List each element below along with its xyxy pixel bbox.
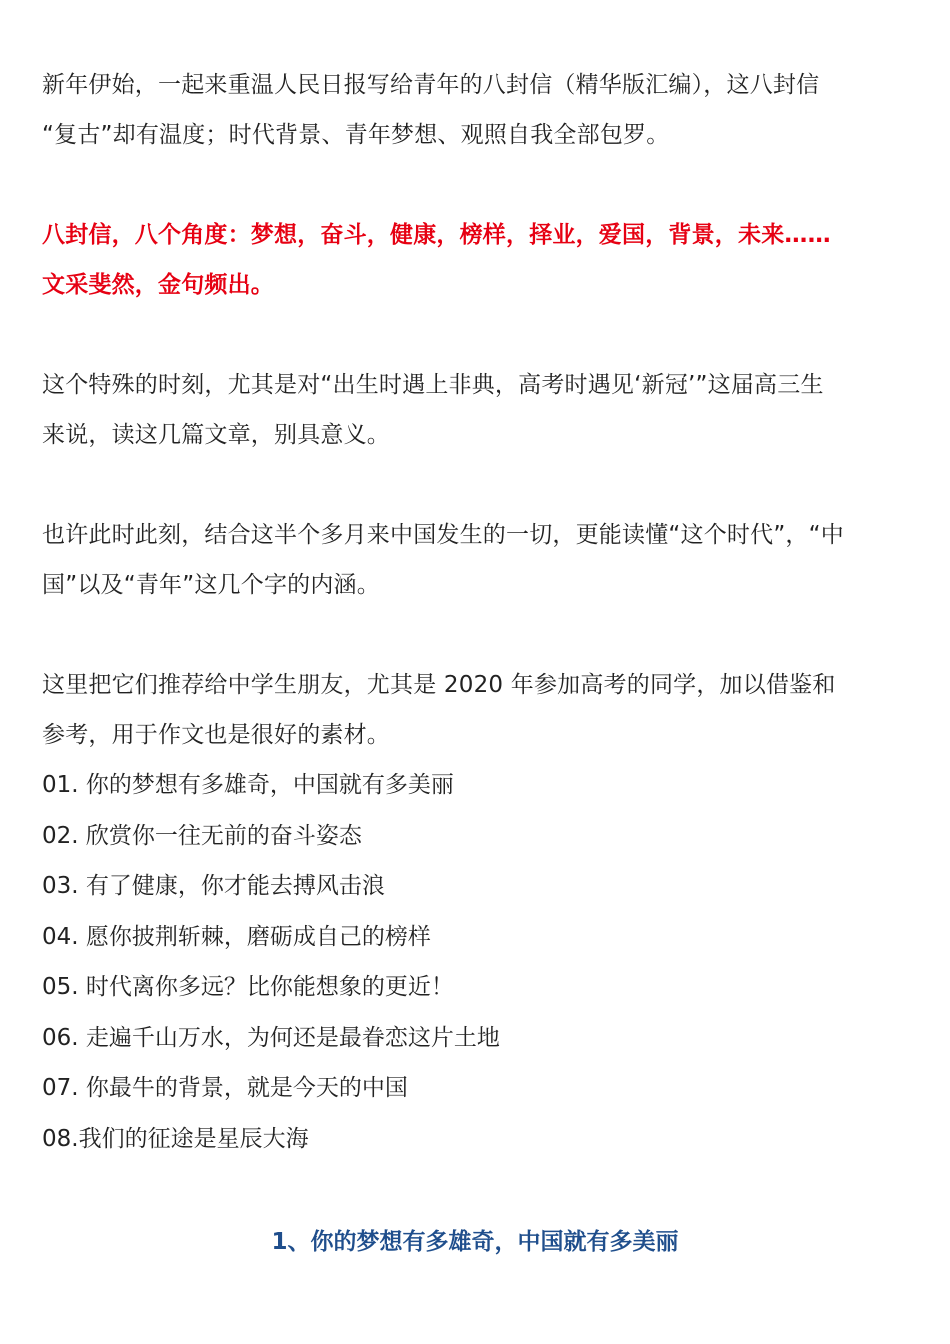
article-body (42, 60, 912, 1164)
highlight-paragraph (42, 210, 912, 310)
era-line-1: 也许此时此刻，结合这半个多月来中国发生的一切，更能读懂“这个时代”，“中 (42, 522, 844, 548)
list-item: 04. 愿你披荆斩棘，磨砺成自己的榜样 (42, 923, 431, 950)
special-line-2: 来说，读这几篇文章，别具意义。 (42, 422, 390, 448)
era-line-2: 国”以及“青年”这几个字的内涵。 (42, 572, 380, 598)
paragraph-gap (42, 610, 912, 660)
list-item: 02. 欣赏你一往无前的奋斗姿态 (42, 822, 362, 849)
paragraph-gap (42, 310, 912, 360)
list-item: 01. 你的梦想有多雄奇，中国就有多美丽 (42, 772, 454, 798)
era-paragraph (42, 510, 912, 610)
list-item: 07. 你最牛的背景，就是今天的中国 (42, 1075, 408, 1101)
intro-line-1: 新年伊始，一起来重温人民日报写给青年的八封信（精华版汇编），这八封信 (42, 72, 820, 98)
recommend-paragraph (42, 660, 912, 760)
special-moment-paragraph (42, 360, 912, 460)
letter-list (42, 760, 912, 1164)
highlight-line-2: 文采斐然，金句频出。 (42, 272, 274, 298)
special-line-1: 这个特殊的时刻，尤其是对“出生时遇上非典，高考时遇见‘新冠’”这届高三生 (42, 372, 824, 398)
list-item: 05. 时代离你多远？比你能想象的更近！ (42, 974, 454, 1000)
intro-paragraph (42, 60, 912, 160)
highlight-line-1: 八封信，八个角度：梦想，奋斗，健康，榜样，择业，爱国，背景，未来…… (42, 222, 831, 248)
paragraph-gap (42, 160, 912, 210)
list-item: 06. 走遍千山万水，为何还是最眷恋这片土地 (42, 1024, 500, 1051)
list-item: 08.我们的征途是星辰大海 (42, 1125, 309, 1152)
recommend-line-1: 这里把它们推荐给中学生朋友，尤其是 2020 年参加高考的同学，加以借鉴和 (42, 672, 836, 698)
recommend-line-2: 参考，用于作文也是很好的素材。 (42, 722, 390, 748)
section-heading: 1、你的梦想有多雄奇，中国就有多美丽 (271, 1229, 679, 1255)
list-item: 03. 有了健康，你才能去搏风击浪 (42, 873, 385, 899)
paragraph-gap (42, 460, 912, 510)
intro-line-2: “复古”却有温度；时代背景、青年梦想、观照自我全部包罗。 (42, 122, 670, 148)
